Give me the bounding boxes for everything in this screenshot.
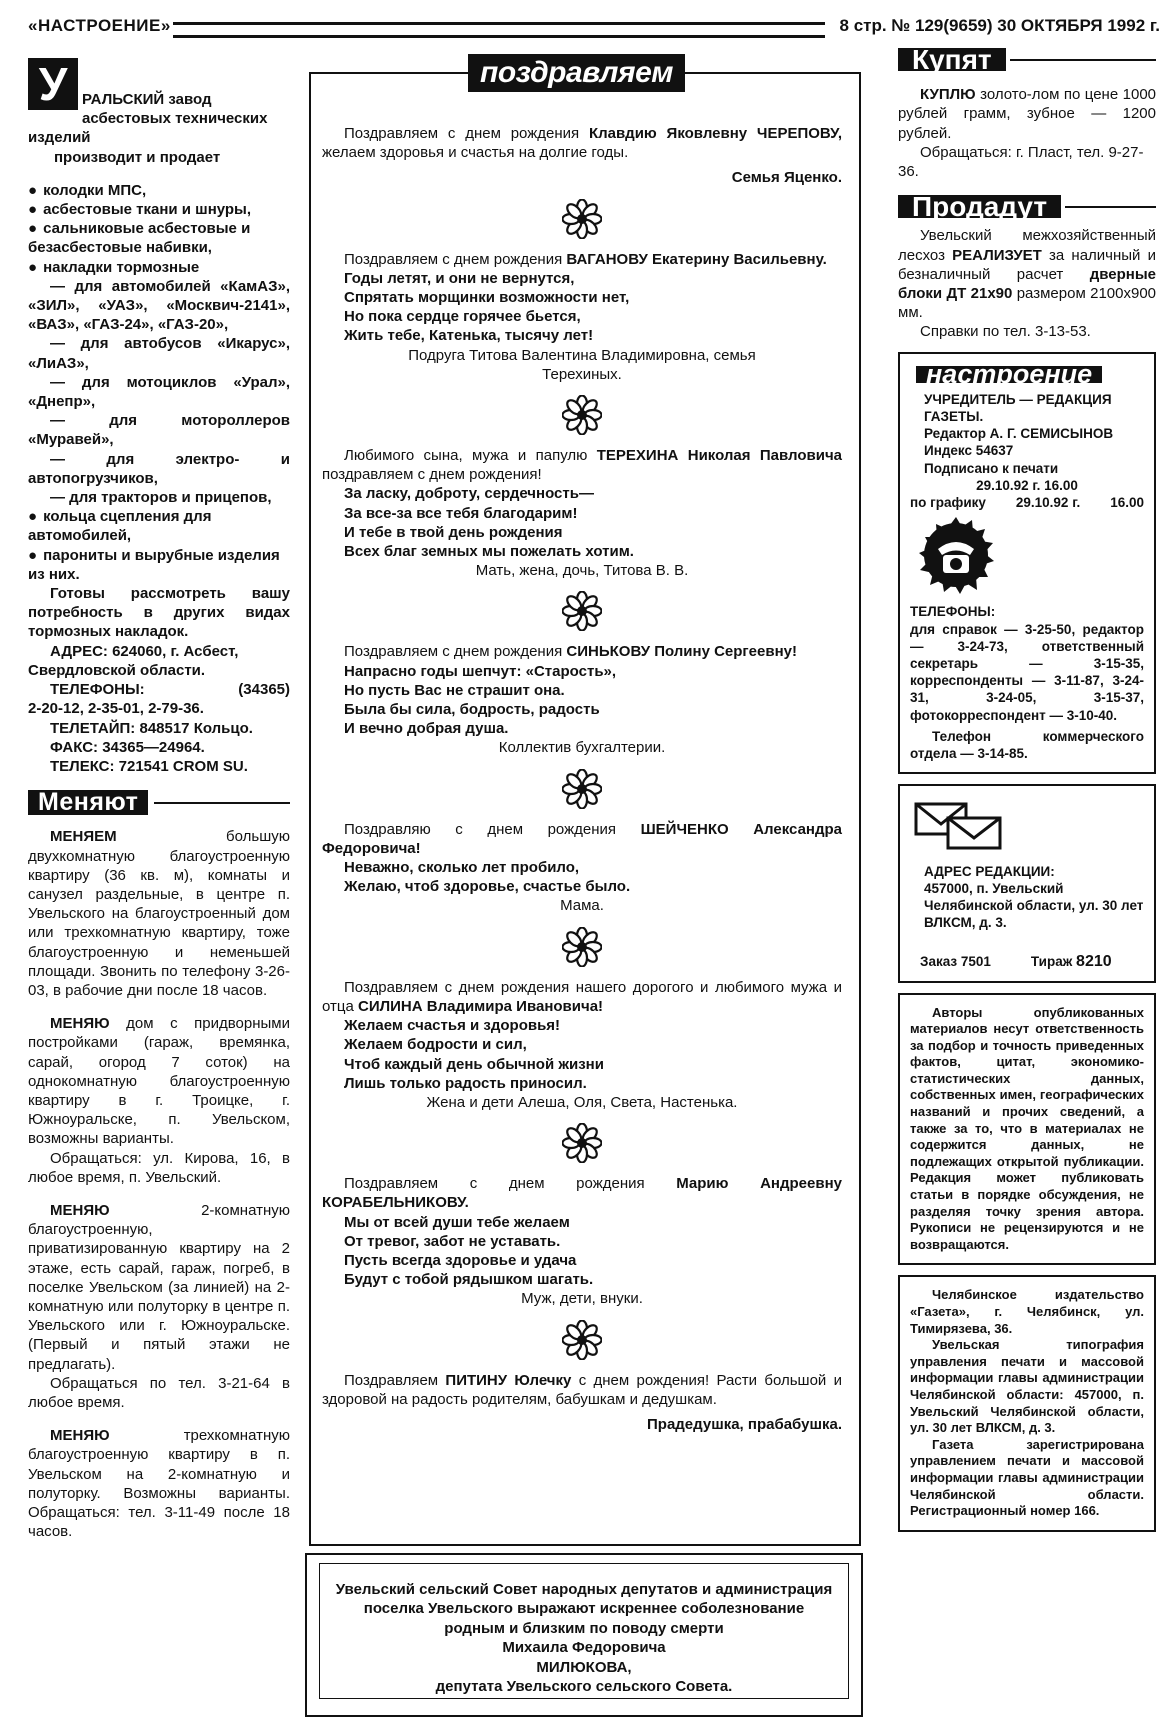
product-item: ● накладки тормозные	[28, 258, 290, 277]
greeting-signature: Мать, жена, дочь, Титова В. В.	[475, 562, 689, 580]
greeting-phrase: Поздравляем с днем рождения	[344, 643, 567, 661]
greeting	[322, 1371, 842, 1435]
verse-line: Будут с тобой рядышком шагать.	[344, 1271, 594, 1289]
greeting-text	[322, 1371, 842, 1409]
imprint-box	[898, 1275, 1156, 1531]
phones-code: (34365)	[238, 681, 290, 699]
verse-line: Спрятать морщинки возможности нет,	[344, 289, 630, 307]
disclaimer-box	[898, 993, 1156, 1266]
exchange-ad-text	[28, 827, 290, 1000]
verse-line: Желаю, чтоб здоровье, счастье было.	[344, 878, 631, 896]
ready-text: Готовы рассмотреть вашу потребность в других видах тормозных накладок.	[28, 585, 290, 641]
flower-icon	[562, 769, 602, 809]
verse-line: За ласку, доброту, сердечность—	[344, 485, 594, 503]
verse-line: Желаем бодрости и сил,	[344, 1036, 527, 1054]
verse-line: Годы летят, и они не вернутся,	[344, 269, 575, 287]
masthead-logo: настроение	[916, 366, 1102, 383]
verse-line: Жить тебе, Катенька, тысячу лет!	[344, 327, 594, 345]
greeting-signature: Мама.	[560, 897, 604, 915]
product-item: ● кольца сцепления для автомобилей,	[28, 507, 290, 545]
product-subitem: — для электро- и автопогрузчиков,	[28, 450, 290, 487]
greeting-name: ПИТИНУ Юлечку	[445, 1371, 572, 1389]
masthead-signed: Подписано к печати	[924, 460, 1059, 476]
exchange-ad	[28, 827, 290, 1000]
exchange-ad	[28, 1014, 290, 1187]
sell-text2: за наличный и безналичный расчет	[898, 246, 1156, 283]
exchange-list	[28, 827, 290, 1541]
exchange-ad-text	[28, 1014, 290, 1148]
verse-line: Мы от всей души тебе желаем	[344, 1213, 570, 1231]
greeting-name: Клавдию Яковлевну ЧЕРЕПОВУ,	[588, 125, 842, 142]
product-item: ● асбестовые ткани и шнуры,	[28, 200, 290, 219]
greeting	[322, 1174, 842, 1308]
registration-text: Газета зарегистрирована управлением печати и массовой информации главы администрации Челябинской области. Регистрационный номер 166.	[910, 1436, 1144, 1519]
sell-ad	[898, 226, 1156, 322]
greeting-text	[322, 446, 842, 484]
exchange-body: трехкомнатную благоустроенную квартиру в п. Увельском на 2-комнатную и полуторку. Возможны варианты. Обращаться: тел. 3-11-49 после 18 часов.	[28, 1427, 290, 1541]
verse-line: От тревог, забот не уставать.	[344, 1232, 561, 1250]
exchange-lead: МЕНЯЕМ	[50, 828, 117, 846]
address-box	[898, 784, 1156, 982]
flower-divider	[322, 188, 842, 250]
greeting-signature: Коллектив бухгалтерии.	[498, 739, 666, 757]
greeting-text	[322, 642, 842, 661]
greeting-phrase: Поздравляем с днем рождения	[344, 1175, 677, 1193]
verse-line: И вечно добрая душа.	[344, 720, 509, 738]
address-label: АДРЕС РЕДАКЦИИ:	[924, 863, 1055, 879]
exchange-extra: Обращаться: ул. Кирова, 16, в любое время, п. Увельский.	[28, 1149, 290, 1186]
greetings-title	[468, 54, 678, 98]
greeting	[322, 124, 842, 188]
flower-divider	[322, 916, 842, 978]
product-item: ● парониты и вырубные изделия из них.	[28, 546, 290, 584]
masthead-founder: УЧРЕДИТЕЛЬ — РЕДАКЦИЯ ГАЗЕТЫ.	[924, 391, 1112, 425]
verse-line: Лишь только радость приносил.	[344, 1074, 587, 1092]
buy-text: золото-лом по цене 1000 рублей грамм, зубное — 1200 рублей.	[898, 86, 1156, 142]
printer-text: Увельская типография управления печати и массовой информации главы администрации Челябинской области: 457000, п. Увельский Челябинской области, ул. 30 лет ВЛКСМ, д. 3.	[910, 1337, 1144, 1436]
verse-line: За все-за все тебя благодарим!	[344, 504, 578, 522]
greeting	[322, 446, 842, 580]
masthead-commerce: Телефон коммерческого отдела — 3-14-85.	[910, 728, 1144, 762]
exchange-lead: МЕНЯЮ	[50, 1201, 110, 1219]
telephone-icon	[916, 515, 996, 595]
factory-fax: ФАКС: 34365—24964.	[50, 738, 205, 756]
condolence-frame	[305, 1553, 863, 1717]
rubric-line	[1010, 59, 1156, 61]
issue-info: 8 стр. № 129(9659) 30 ОКТЯБРЯ 1992 г.	[839, 16, 1160, 35]
greeting-phrase: с днем рождения! Расти большой и здоровой на радость родителям, бабушкам и дедушкам.	[322, 1371, 842, 1408]
factory-intro-rest: завод асбестовых технических изделий	[28, 91, 268, 147]
verse-line: Всех благ земных мы пожелать хотим.	[344, 543, 634, 561]
condolence-role: депутата Увельского сельского Совета.	[435, 1678, 733, 1696]
left-column	[28, 58, 290, 1555]
exchange-ad-text	[28, 1201, 290, 1374]
greeting-phrase: Поздравляем с днем рождения	[344, 250, 567, 268]
greeting-text	[322, 250, 842, 269]
factory-subhead: производит и продает	[54, 148, 221, 166]
flower-divider	[322, 1309, 842, 1371]
sell-contact: Справки по тел. 3-13-53.	[920, 323, 1091, 341]
flower-icon	[562, 1320, 602, 1360]
verse-line: Неважно, сколько лет пробило,	[344, 859, 580, 877]
buy-rubric	[898, 44, 1156, 75]
right-column	[898, 44, 1157, 1532]
page-header	[28, 14, 1160, 38]
factory-ad	[28, 58, 290, 776]
flower-icon	[562, 591, 602, 631]
greeting	[322, 250, 842, 384]
rubric-line	[1065, 206, 1156, 208]
greeting-name: СИЛИНА Владимира Ивановича!	[357, 997, 604, 1015]
masthead-box	[898, 352, 1156, 775]
exchange-body: 2-комнатную благоустроенную, приватизированную квартиру на 2 этаже, есть сарай, гараж, погреб, в поселке Увельском (за линией) на 2-комнатную или полуторку в центре п. Увельского или г. Южноуральске. (Первый и пятый этажи не предлагать).	[28, 1201, 290, 1373]
verse-line: Пусть всегда здоровье и удача	[344, 1251, 577, 1269]
sell-rubric	[898, 191, 1156, 223]
disclaimer-text: Авторы опубликованных материалов несут ответственность за подбор и точность приведенных фактов, цитат, экономико-статистических данных, собственных имен, географических названий и прочих сведений, а также за то, что в материалах не содержится данных, не подлежащих открытой публикации. Редакция может публиковать статьи в порядке обсуждения, не разделяя точку зрения автора. Рукописи не рецензируются и не возвращаются.	[910, 1004, 1144, 1252]
exchange-rubric-label: Меняют	[28, 790, 148, 815]
greeting-name: ТЕРЕХИНА Николая Павловича	[596, 447, 843, 465]
factory-teletype: ТЕЛЕТАЙП: 848517 Кольцо.	[50, 719, 253, 737]
greeting-signature: Подруга Титова Валентина Владимировна, семья Терехиных.	[408, 346, 756, 383]
drop-cap: У	[28, 58, 78, 110]
factory-intro-bold: РАЛЬСКИЙ	[82, 91, 165, 108]
product-subitem: — для автомобилей «КамАЗ», «ЗИЛ», «УАЗ», «Москвич-2141», «ВАЗ», «ГАЗ-24», «ГАЗ-20»,	[28, 277, 290, 334]
factory-phones: 2-20-12, 2-35-01, 2-79-36.	[28, 700, 204, 718]
greeting-name: СИНЬКОВУ Полину Сергеевну!	[566, 643, 797, 661]
publisher-text: Челябинское издательство «Газета», г. Челябинск, ул. Тимирязева, 36.	[910, 1287, 1144, 1336]
greeting-phrase: Поздравляем с днем рождения нашего дорогого и любимого мужа и отца	[322, 978, 842, 1015]
flower-divider	[322, 580, 842, 642]
greeting-name: ВАГАНОВУ Екатерину Васильевну.	[566, 250, 827, 268]
verse-line: Но пусть Вас не страшит она.	[344, 681, 565, 699]
greeting-phrase: Поздравляем	[344, 1371, 446, 1389]
masthead-signed-time: 29.10.92 г. 16.00	[976, 477, 1078, 493]
greeting-signature: Муж, дети, внуки.	[521, 1290, 643, 1308]
order-line	[910, 953, 1144, 970]
masthead-index: Индекс 54637	[924, 443, 1014, 459]
greeting-signature: Жена и дети Алеша, Оля, Света, Настенька.	[426, 1093, 738, 1111]
greeting-text	[322, 978, 842, 1016]
masthead-phones: для справок — 3-25-50, редактор — 3-24-73, ответственный секретарь — 3-15-35, корреспонденты — 3-11-87, 3-24-31, 3-24-05, 3-15-37, фотокорреспондент — 3-10-40.	[910, 621, 1144, 723]
verse-line: Чтоб каждый день обычной жизни	[344, 1055, 604, 1073]
buy-contact: Обращаться: г. Пласт, тел. 9-27-36.	[898, 143, 1144, 181]
sell-rubric-label: Продадут	[898, 195, 1061, 218]
flower-divider	[322, 758, 842, 820]
verse-line: И тебе в твой день рождения	[344, 523, 563, 541]
condolence-name1: Михаила Федоровича	[502, 1639, 666, 1657]
condolence-text: Увельский сельский Совет народных депутатов и администрация поселка Увельского выражают искреннее соболезнование родным и близким по поводу смерти	[335, 1581, 833, 1637]
product-subitem: — для автобусов «Икарус», «ЛиАЗ»,	[28, 335, 290, 372]
newspaper-name: «НАСТРОЕНИЕ»	[28, 16, 171, 35]
order-number: 7501	[960, 954, 991, 970]
greeting-phrase: желаем здоровья и счастья на долгие годы.	[322, 144, 629, 162]
verse-line: Была бы сила, бодрость, радость	[344, 701, 600, 719]
exchange-body: большую двухкомнатную благоустроенную квартиру (36 кв. м), комнаты и санузел раздельные, в центре п. Увельского на благоустроенный дом или трехкомнатную квартиру, тоже благоустроенную и неменьшей площади. Звонить по телефону 3-26-03, в рабочие дни после 18 часов.	[28, 828, 290, 999]
exchange-rubric	[28, 790, 290, 815]
exchange-extra: Обращаться по тел. 3-21-64 в любое время.	[28, 1374, 290, 1411]
greeting	[322, 642, 842, 757]
exchange-lead: МЕНЯЮ	[50, 1015, 110, 1033]
greetings-list	[322, 124, 842, 1434]
flower-icon	[562, 199, 602, 239]
order-label: Заказ	[920, 954, 958, 970]
verse-line: Но пока сердце горячее бьется,	[344, 308, 581, 326]
greeting-phrase: Поздравляю с днем рождения	[344, 820, 641, 838]
flower-divider	[322, 384, 842, 446]
product-subitem: — для мотоциклов «Урал», «Днепр»,	[28, 373, 290, 411]
greeting-name: Марию Андреевну КОРАБЕЛЬНИКОВУ.	[322, 1175, 842, 1212]
greeting-signature: Семья Яценко.	[731, 169, 842, 187]
envelope-icon	[914, 802, 1004, 852]
factory-telex: ТЕЛЕКС: 721541 CROM SU.	[50, 757, 248, 775]
factory-phones-line	[28, 680, 290, 699]
greeting-phrase: Любимого сына, мужа и папулю	[344, 447, 597, 465]
masthead-schedule	[910, 494, 1144, 511]
exchange-body: дом с придворными постройками (гараж, времянка, сарай, огород 7 соток) на однокомнатную благоустроенную квартиру в г. Троицке, г. Южноуральске, п. Увельском, возможны варианты.	[28, 1015, 290, 1148]
factory-address: АДРЕС: 624060, г. Асбест, Свердловской области.	[28, 642, 239, 679]
condolence-name2: МИЛЮКОВА,	[536, 1658, 632, 1676]
address-text: 457000, п. Увельский Челябинской области, ул. 30 лет ВЛКСМ, д. 3.	[924, 880, 1144, 931]
greeting	[322, 820, 842, 916]
masthead-phones-label: ТЕЛЕФОНЫ:	[910, 604, 996, 620]
product-subitem: — для мотороллеров «Муравей»,	[28, 412, 290, 449]
flower-icon	[562, 927, 602, 967]
product-item: ● колодки МПС,	[28, 181, 290, 200]
greeting-text	[322, 124, 842, 162]
buy-ad	[898, 85, 1156, 143]
sell-bold1: РЕАЛИЗУЕТ	[952, 246, 1042, 264]
product-item: ● сальниковые асбестовые и безасбестовые набивки,	[28, 219, 290, 257]
header-rule	[173, 22, 825, 38]
greeting-signature: Прадедушка, прабабушка.	[647, 1415, 842, 1433]
schedule-label: по графику	[910, 495, 986, 511]
sell-text3: размером 2100х900 мм.	[898, 285, 1157, 322]
condolence	[319, 1563, 849, 1699]
sell-bold2: дверные блоки ДТ 21х90	[898, 265, 1156, 303]
exchange-lead: МЕНЯЮ	[50, 1427, 110, 1445]
schedule-time: 16.00	[1110, 495, 1144, 511]
rubric-line	[154, 802, 290, 804]
greeting-name: ШЕЙЧЕНКО Александра Федоровича!	[322, 820, 842, 857]
verse-line: Желаем счастья и здоровья!	[344, 1017, 561, 1035]
greeting-phrase: поздравляем с днем рождения!	[322, 466, 542, 484]
exchange-ad	[28, 1426, 290, 1541]
run-info	[1031, 953, 1112, 970]
masthead-editor: Редактор А. Г. СЕМИСЫНОВ	[924, 426, 1114, 442]
greeting	[322, 978, 842, 1112]
greeting-text	[322, 820, 842, 858]
greeting-phrase: Поздравляем с днем рождения	[344, 125, 589, 142]
buy-rubric-label: Купят	[898, 48, 1006, 71]
greetings-title-text: поздравляем	[468, 54, 685, 92]
flower-divider	[322, 1112, 842, 1174]
verse-line: Напрасно годы шепчут: «Старость»,	[344, 662, 617, 680]
product-subitem: — для тракторов и прицепов,	[50, 489, 272, 507]
run-label: Тираж	[1030, 954, 1073, 970]
phones-label: ТЕЛЕФОНЫ:	[50, 681, 145, 699]
run-number: 8210	[1076, 953, 1112, 971]
exchange-ad	[28, 1201, 290, 1412]
flower-icon	[562, 395, 602, 435]
flower-icon	[562, 1123, 602, 1163]
buy-lead: КУПЛЮ	[920, 86, 976, 104]
sell-text1: Увельский межхозяйственный лесхоз	[898, 227, 1156, 264]
order-info	[920, 953, 991, 970]
schedule-date: 29.10.92 г.	[1015, 495, 1081, 511]
product-list	[28, 181, 290, 776]
exchange-ad-text	[28, 1426, 290, 1541]
greeting-text	[322, 1174, 842, 1212]
